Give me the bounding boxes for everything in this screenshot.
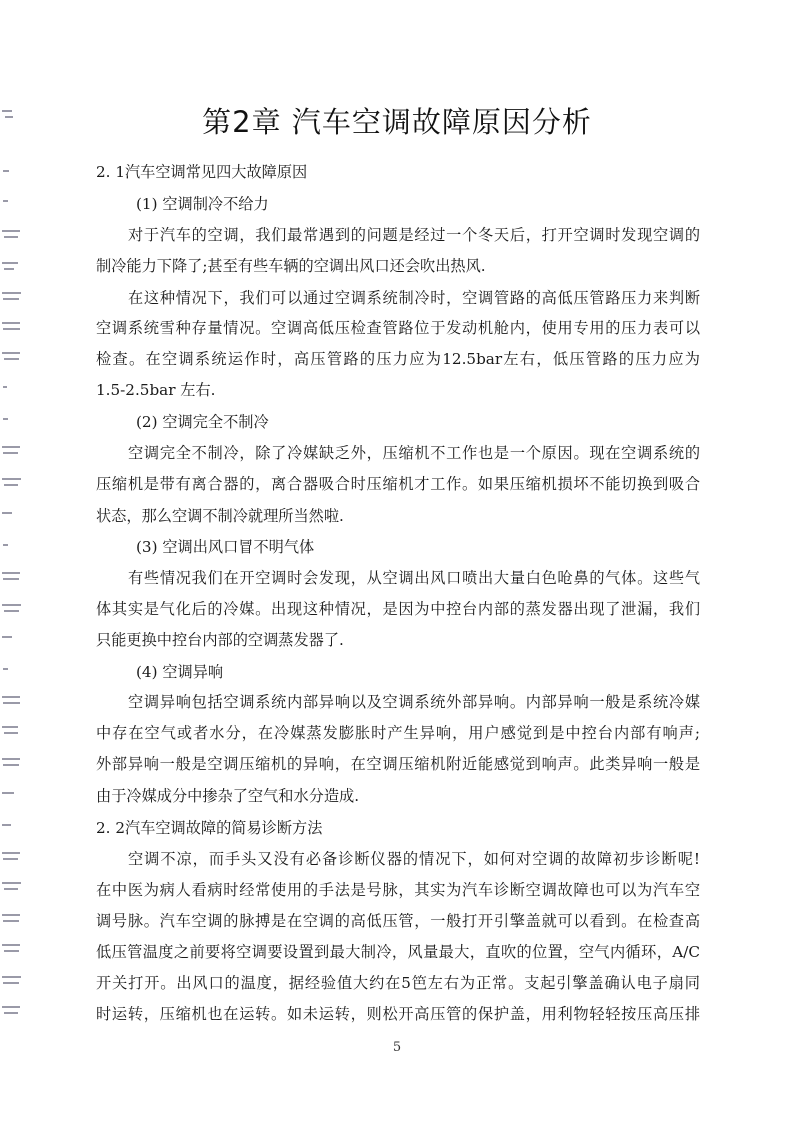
margin-mark (2, 166, 12, 182)
margin-mark (2, 258, 20, 274)
paragraph-line: 时运转，压缩机也在运转。如未运转，则松开高压管的保护盖，用利物轻轻按压高压排 (96, 1005, 700, 1023)
margin-mark (2, 602, 22, 618)
paragraph-line: 低压管温度之前要将空调要设置到最大制冷，风量最大，直吹的位置，空气内循环，A/C (96, 943, 700, 961)
margin-mark (2, 664, 10, 680)
subsection-heading: (2) 空调完全不制冷 (136, 413, 269, 431)
paragraph-line: 1.5-2.5bar 左右. (96, 381, 216, 399)
margin-mark (2, 820, 14, 836)
paragraph-line: 制冷能力下降了;甚至有些车辆的空调出风口还会吹出热风. (96, 257, 486, 275)
paragraph-line: 调号脉。汽车空调的脉搏是在空调的高低压管，一般打开引擎盖就可以看到。在检查高 (96, 912, 700, 930)
margin-mark (2, 942, 22, 958)
paragraph-line: 外部异响一般是空调压缩机的异响，在空调压缩机附近能感觉到响声。此类异响一般是 (96, 755, 700, 773)
paragraph-line: 检查。在空调系统运作时，高压管路的压力应为12.5bar左右，低压管路的压力应为 (96, 350, 700, 368)
left-margin-scan-marks (0, 0, 26, 1123)
margin-mark (2, 974, 22, 990)
paragraph-line: 只能更换中控台内部的空调蒸发器了. (96, 631, 344, 649)
margin-mark (2, 694, 22, 710)
paragraph-line: 压缩机是带有离合器的，离合器吸合时压缩机才工作。如果压缩机损坏不能切换到吸合 (96, 475, 700, 493)
section-heading: 2. 2汽车空调故障的简易诊断方法 (96, 819, 323, 837)
paragraph-line: 状态，那么空调不制冷就理所当然啦. (96, 507, 344, 525)
margin-mark (2, 788, 16, 804)
margin-mark (2, 414, 10, 430)
chapter-title: 第2章 汽车空调故障原因分析 (202, 105, 592, 139)
margin-mark (2, 1004, 22, 1020)
margin-mark (2, 508, 14, 524)
section-heading: 2. 1汽车空调常见四大故障原因 (96, 163, 308, 181)
subsection-heading: (4) 空调异响 (136, 663, 224, 681)
margin-mark (2, 196, 12, 212)
margin-mark (2, 540, 10, 556)
margin-mark (2, 724, 20, 740)
margin-mark (2, 320, 22, 336)
paragraph-line: 由于冷媒成分中掺杂了空气和水分造成. (96, 787, 360, 805)
margin-mark (2, 382, 10, 398)
paragraph-line: 在中医为病人看病时经常使用的手法是号脉，其实为汽车诊断空调故障也可以为汽车空 (96, 881, 700, 899)
paragraph-line: 空调完全不制冷，除了冷媒缺乏外，压缩机不工作也是一个原因。现在空调系统的 (128, 444, 700, 462)
margin-mark (2, 228, 22, 244)
subsection-heading: (1) 空调制冷不给力 (136, 195, 269, 213)
margin-mark (2, 756, 22, 772)
margin-mark (2, 912, 22, 928)
page-number: 5 (392, 1040, 402, 1055)
paragraph-line: 空调系统雪种存量情况。空调高低压检查管路位于发动机舱内，使用专用的压力表可以 (96, 319, 700, 337)
margin-mark (2, 476, 22, 492)
paragraph-line: 空调不凉，而手头又没有必备诊断仪器的情况下，如何对空调的故障初步诊断呢! (128, 850, 700, 868)
margin-mark (2, 290, 22, 306)
paragraph-line: 体其实是气化后的冷媒。出现这种情况，是因为中控台内部的蒸发器出现了泄漏，我们 (96, 600, 700, 618)
paragraph-line: 有些情况我们在开空调时会发现，从空调出风口喷出大量白色呛鼻的气体。这些气 (128, 569, 700, 587)
paragraph-line: 开关打开。出风口的温度，据经验值大约在5笆左右为正常。支起引擎盖确认电子扇同 (96, 974, 700, 992)
paragraph-line: 中存在空气或者水分，在冷媒蒸发膨胀时产生异响，用户感觉到是中控台内部有响声; (96, 724, 700, 742)
margin-mark (2, 850, 22, 866)
margin-mark (2, 570, 22, 586)
margin-mark (2, 444, 22, 460)
subsection-heading: (3) 空调出风口冒不明气体 (136, 538, 315, 556)
margin-mark (2, 350, 22, 366)
margin-mark (2, 632, 14, 648)
paragraph-line: 对于汽车的空调，我们最常遇到的问题是经过一个冬天后，打开空调时发现空调的 (128, 226, 700, 244)
margin-mark (2, 880, 22, 896)
paragraph-line: 在这种情况下，我们可以通过空调系统制冷时，空调管路的高低压管路压力来判断 (128, 289, 700, 307)
paragraph-line: 空调异响包括空调系统内部异响以及空调系统外部异响。内部异响一般是系统冷媒 (128, 693, 700, 711)
